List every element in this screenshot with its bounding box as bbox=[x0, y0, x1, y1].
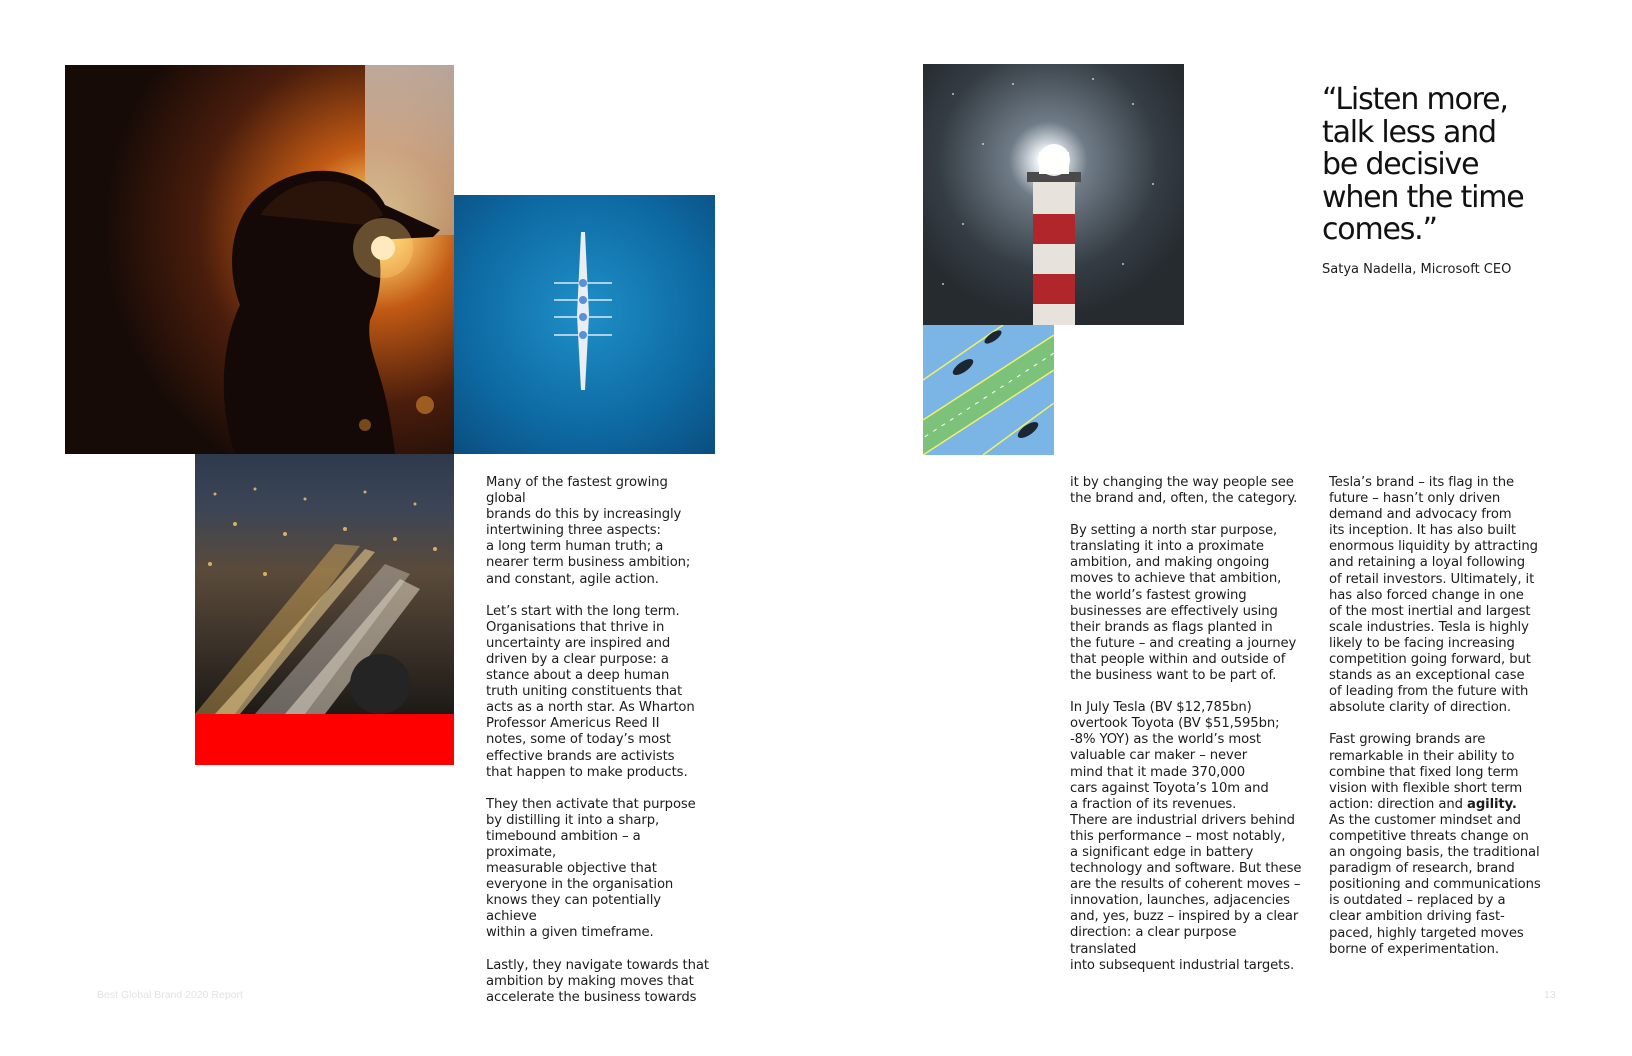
city-night-aerial-photo bbox=[195, 454, 454, 714]
paragraph: Many of the fastest growing global brands do this by increasingly intertwining three aspects: a long term human truth; a nearer term business ambition; and constant, agile action. bbox=[486, 475, 691, 587]
man-silhouette-photo bbox=[65, 65, 454, 454]
paragraph: Let’s start with the long term. Organisations that thrive in uncertainty are inspired and driven by a clear purpose: a stance about a deep human truth uniting constituents that acts as a north star. As Wharton Professor Americus Reed II notes, some of today’s most effective brands are activists that happen to make products. bbox=[486, 603, 695, 780]
quote-attribution: Satya Nadella, Microsoft CEO bbox=[1322, 262, 1512, 277]
right-text-column-1 bbox=[1070, 475, 1305, 990]
report-footer-title: Best Global Brand 2020 Report bbox=[97, 989, 243, 1001]
red-accent-block bbox=[195, 714, 454, 765]
paragraph bbox=[1329, 732, 1559, 957]
lighthouse-photo bbox=[923, 64, 1184, 325]
swimmers-pool-photo bbox=[923, 325, 1054, 455]
paragraph: it by changing the way people see the brand and, often, the category. bbox=[1070, 475, 1298, 507]
page-number: 13 bbox=[1544, 989, 1556, 1001]
left-text-column bbox=[486, 475, 711, 1022]
paragraph-text: As the customer mindset and competitive threats change on an ongoing basis, the traditional paradigm of research, brand positioning and communications is outdated – replaced by a clear ambition driving fast- paced, highly targeted moves borne of experimentation. bbox=[1329, 812, 1541, 957]
paragraph: They then activate that purpose by distilling it into a sharp, timebound ambition – a proximate, measurable objective that everyone in the organisation knows they can potentially achieve within a given timeframe. bbox=[486, 796, 696, 941]
paragraph: By setting a north star purpose, translating it into a proximate ambition, and making ongoing moves to achieve that ambition, the world’s fastest growing businesses are effectively using their brands as flags planted in the future – and creating a journey that people within and outside of the business want to be part of. bbox=[1070, 523, 1297, 684]
right-text-column-2 bbox=[1329, 475, 1559, 974]
rowing-boat-photo bbox=[454, 195, 715, 454]
paragraph: In July Tesla (BV $12,785bn) overtook Toyota (BV $51,595bn; -8% YOY) as the world’s most valuable car maker – never mind that it made 370,000 cars against Toyota’s 10m and a fraction of its revenues. There are industrial drivers behind this performance – most notably, a significant edge in battery technology and software. But these are the results of coherent moves – innovation, launches, adjacencies and, yes, buzz – inspired by a clear direction: a clear purpose translated into subsequent industrial targets. bbox=[1070, 700, 1302, 973]
agility-emphasis: agility. bbox=[1467, 796, 1517, 812]
paragraph: Tesla’s brand – its flag in the future – hasn’t only driven demand and advocacy from its inception. It has also built enormous liquidity by attracting and retaining a loyal following of retail investors. Ultimately, it has also forced change in one of the most inertial and largest scale industries. Tesla is highly likely to be facing increasing competition going forward, but stands as an exceptional case of leading from the future with absolute clarity of direction. bbox=[1329, 475, 1538, 716]
pull-quote: “Listen more, talk less and be decisive when the time comes.” bbox=[1322, 82, 1524, 247]
paragraph-text: Fast growing brands are remarkable in their ability to combine that fixed long term vision with flexible short term action: direction and bbox=[1329, 732, 1523, 812]
paragraph: Lastly, they navigate towards that ambition by making moves that accelerate the business towards bbox=[486, 957, 709, 1005]
